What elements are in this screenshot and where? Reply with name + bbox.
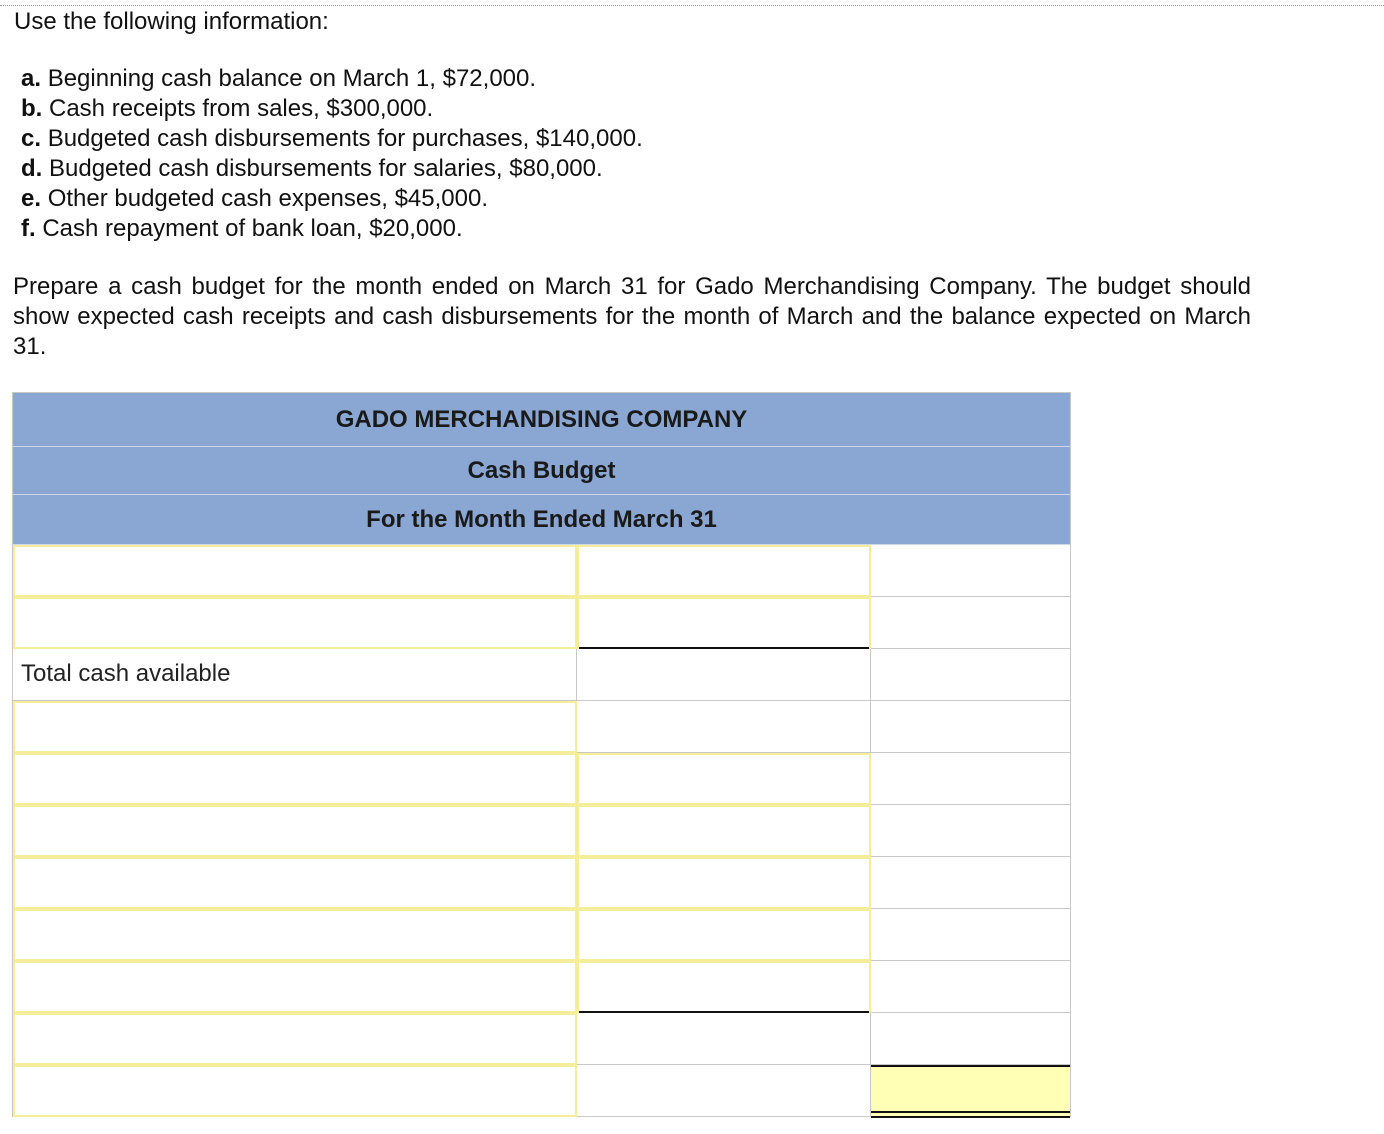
total-cell [871, 701, 1070, 753]
instruction-text: Prepare a cash budget for the month ended on March 31 for Gado Merchandising Company. The budget should show expected cash receipts and cash disbursements for the month of March and the balance expected on March 31. [13, 273, 1251, 360]
label-input-cell[interactable] [13, 701, 577, 753]
total-cell [871, 909, 1070, 961]
label-input-cell[interactable] [13, 545, 577, 597]
label-input-cell[interactable] [13, 961, 577, 1013]
table-row [13, 857, 1070, 909]
info-letter: f. [21, 215, 36, 242]
company-name-header: GADO MERCHANDISING COMPANY [13, 393, 1070, 447]
total-cell [871, 753, 1070, 805]
info-text: Cash repayment of bank loan, $20,000. [42, 215, 463, 242]
total-cell [871, 857, 1070, 909]
info-text: Beginning cash balance on March 1, $72,000. [47, 65, 537, 92]
label-input-cell[interactable] [13, 857, 577, 909]
info-letter: e. [21, 185, 42, 212]
total-cash-available-label: Total cash available [21, 660, 231, 687]
amount-cell [577, 649, 871, 701]
amount-input-cell[interactable] [577, 961, 871, 1013]
info-letter: d. [21, 155, 43, 182]
table-row [13, 545, 1070, 597]
table-row [13, 1065, 1070, 1117]
top-dotted-divider [0, 5, 1384, 6]
info-item-c [21, 124, 643, 154]
total-cell [871, 649, 1070, 701]
info-text: Other budgeted cash expenses, $45,000. [47, 185, 489, 212]
info-item-f [21, 214, 643, 244]
info-letter: c. [21, 125, 42, 152]
info-letter: b. [21, 95, 43, 122]
ending-balance-input-cell[interactable] [871, 1065, 1070, 1117]
info-text: Cash receipts from sales, $300,000. [49, 95, 434, 122]
info-item-a [21, 64, 643, 94]
table-row [13, 961, 1070, 1013]
amount-cell [577, 1065, 871, 1117]
info-text: Budgeted cash disbursements for salaries, $80,000. [49, 155, 603, 182]
intro-text: Use the following information: [14, 8, 329, 35]
amount-input-cell[interactable] [577, 753, 871, 805]
label-input-cell[interactable] [13, 1013, 577, 1065]
amount-input-cell[interactable] [577, 597, 871, 649]
table-row [13, 753, 1070, 805]
total-cell [871, 545, 1070, 597]
label-input-cell[interactable] [13, 597, 577, 649]
info-letter: a. [21, 65, 42, 92]
total-cell [871, 961, 1070, 1013]
amount-input-cell[interactable] [577, 545, 871, 597]
cash-budget-table [12, 392, 1071, 1117]
label-input-cell[interactable] [13, 805, 577, 857]
amount-cell [577, 1013, 871, 1065]
table-row [13, 909, 1070, 961]
label-input-cell[interactable] [13, 1065, 577, 1117]
info-item-b [21, 94, 643, 124]
table-row [13, 1013, 1070, 1065]
label-input-cell[interactable] [13, 909, 577, 961]
label-input-cell[interactable] [13, 753, 577, 805]
total-cell [871, 597, 1070, 649]
table-row [13, 805, 1070, 857]
table-row [13, 597, 1070, 649]
amount-input-cell[interactable] [577, 805, 871, 857]
info-text: Budgeted cash disbursements for purchases, $140,000. [47, 125, 643, 152]
total-cell [871, 805, 1070, 857]
info-item-e [21, 184, 643, 214]
table-row [13, 649, 1070, 701]
total-cell [871, 1013, 1070, 1065]
amount-input-cell[interactable] [577, 857, 871, 909]
budget-title-header: Cash Budget [13, 447, 1070, 495]
budget-period-header: For the Month Ended March 31 [13, 495, 1070, 545]
amount-cell [577, 701, 871, 753]
amount-input-cell[interactable] [577, 909, 871, 961]
table-row [13, 701, 1070, 753]
info-list [21, 64, 643, 244]
info-item-d [21, 154, 643, 184]
total-cash-available-label-cell [13, 649, 577, 701]
